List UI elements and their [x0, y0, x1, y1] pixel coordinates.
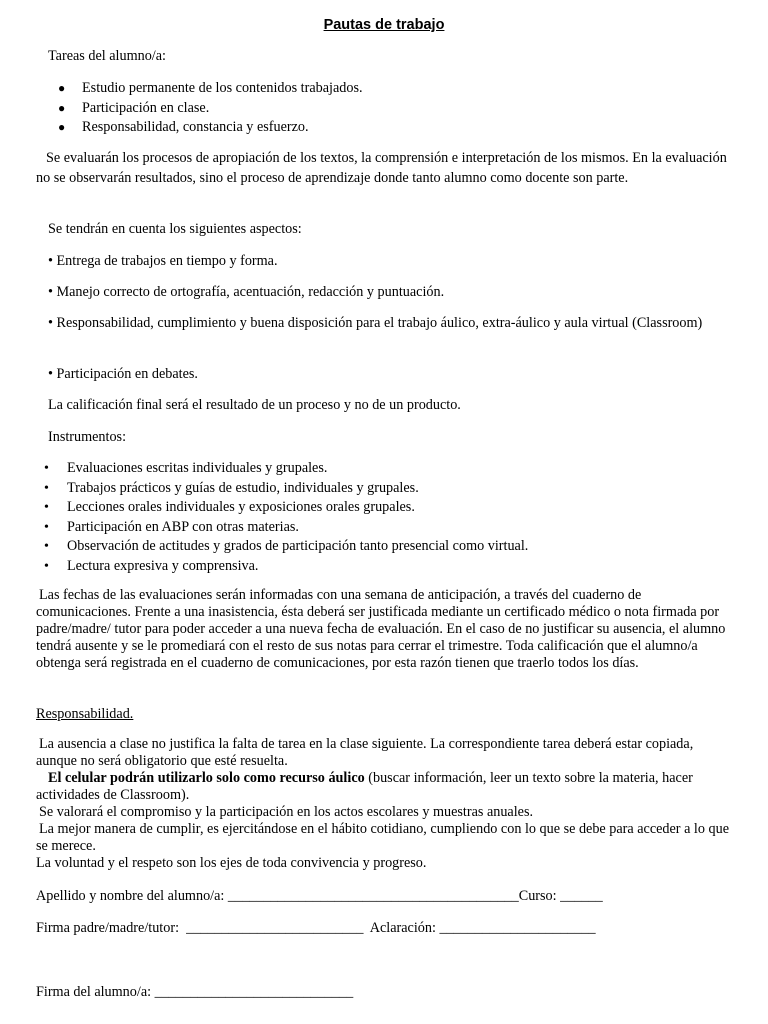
list-item: • Lectura expresiva y comprensiva.	[36, 557, 736, 577]
tasks-heading: Tareas del alumno/a:	[48, 48, 166, 64]
best-way-text: La mejor manera de cumplir, es ejercitándose en el hábito cotidiano, cumpliendo con lo que se debe para acceder a lo que se merece.	[36, 821, 729, 854]
commitment-text: Se valorará el compromiso y la participación en los actos escolares y muestras anuales.	[39, 804, 534, 820]
bullet-icon: •	[44, 461, 49, 476]
document-title: Pautas de trabajo	[323, 17, 445, 33]
absence-text: La ausencia a clase no justifica la falta de tarea en la clase siguiente. La correspondiente tarea deberá estar copiada, aunque no será obligatorio que esté resuelta.	[36, 736, 694, 769]
bullet-icon: •	[44, 480, 49, 496]
list-item: • Trabajos prácticos y guías de estudio, individuales y grupales.	[36, 479, 736, 499]
bullet-icon: •	[44, 558, 49, 574]
bullet-icon: ●	[58, 120, 66, 134]
list-item: • Evaluaciones escritas individuales y grupales.	[36, 459, 736, 479]
bullet-icon: ●	[58, 81, 66, 95]
parent-signature-field: Firma padre/madre/tutor: _________________________ Aclaración: ______________________	[36, 920, 596, 936]
instruments-list	[36, 459, 736, 576]
aspects-heading: Se tendrán en cuenta los siguientes aspectos:	[48, 221, 302, 237]
responsibility-heading: Responsabilidad.	[36, 706, 134, 722]
student-signature-field: Firma del alumno/a: ____________________________	[36, 984, 354, 1000]
list-item: • Participación en ABP con otras materias.	[36, 518, 736, 538]
bullet-icon: •	[44, 539, 49, 554]
tasks-list	[36, 79, 736, 138]
bullet-icon: ●	[58, 100, 66, 115]
student-name-field: Apellido y nombre del alumno/a: _________________________________________Curso: ______	[36, 888, 603, 904]
bullet-icon: •	[44, 519, 49, 535]
list-item: ● Estudio permanente de los contenidos trabajados.	[36, 79, 736, 99]
dates-paragraph: Las fechas de las evaluaciones serán informadas con una semana de anticipación, a través del cuaderno de comunicaciones. Frente a una inasistencia, ésta deberá ser justificada mediante un certificado médico o nota firmada por padre/madre/ tutor para poder acceder a una nueva fecha de evaluación. En el caso de no justificar su ausencia, el alumno tendrá ausente y se le promediará con el resto de sus notas para cerrar el trimestre. Toda calificación que el alumno/a obtenga será registrada en el cuaderno de comunicaciones, por esta razón tienen que traerlo todos los días.	[36, 587, 726, 671]
list-item: ● Participación en clase.	[36, 99, 736, 119]
aspect-item: • Responsabilidad, cumplimiento y buena disposición para el trabajo áulico, extra-áulico y aula virtual (Classroom)	[48, 315, 703, 331]
aspect-item: • Manejo correcto de ortografía, acentuación, redacción y puntuación.	[48, 284, 445, 300]
list-item: • Observación de actitudes y grados de participación tanto presencial como virtual.	[36, 537, 736, 557]
list-item: • Lecciones orales individuales y exposiciones orales grupales.	[36, 498, 736, 518]
bullet-icon: •	[44, 500, 49, 515]
will-text: La voluntad y el respeto son los ejes de toda convivencia y progreso.	[36, 855, 427, 871]
phone-rule-rest: (buscar información, leer un texto sobre la materia, hacer actividades de Classroom).	[36, 770, 693, 803]
instruments-heading: Instrumentos:	[48, 429, 127, 445]
aspect-item: • Participación en debates.	[48, 366, 198, 382]
aspect-item: • Entrega de trabajos en tiempo y forma.	[48, 253, 278, 269]
final-grade-text: La calificación final será el resultado de un proceso y no de un producto.	[48, 397, 461, 413]
phone-rule	[36, 770, 736, 804]
evaluation-paragraph: Se evaluarán los procesos de apropiación de los textos, la comprensión e interpretación de los mismos. En la evaluación no se observarán resultados, sino el proceso de aprendizaje donde tanto alumno como docente son parte.	[36, 150, 727, 186]
phone-rule-bold: El celular podrán utilizarlo solo como recurso áulico	[48, 770, 365, 786]
list-item: ● Responsabilidad, constancia y esfuerzo.	[36, 118, 736, 138]
